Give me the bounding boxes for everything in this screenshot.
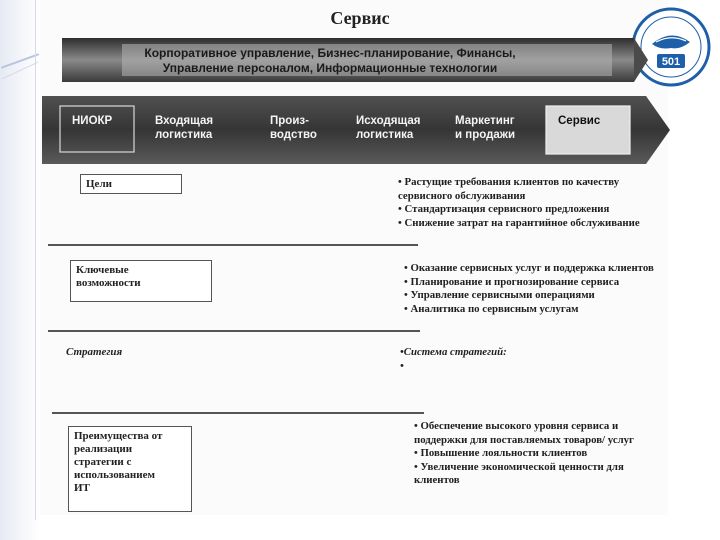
capabilities-bullet: • Планирование и прогнозирование сервиса bbox=[404, 275, 620, 288]
chain-item-service: Сервис bbox=[558, 115, 601, 127]
support-activities-line1: Корпоративное управление, Бизнес-планирование, Финансы, bbox=[144, 46, 516, 60]
section-divider bbox=[48, 244, 418, 246]
chain-item-outbound-logistics: Исходящая логистика bbox=[356, 115, 421, 141]
goals-bullet: • Стандартизация сервисного предложения bbox=[398, 203, 610, 215]
goals-bullet: • Растущие требования клиентов по качеству bbox=[398, 176, 620, 188]
strategy-label: Стратегия bbox=[66, 346, 123, 358]
strategy-bullet: • bbox=[400, 359, 404, 372]
benefits-label-line: ИТ bbox=[74, 482, 90, 494]
benefits-label-line: использованием bbox=[74, 469, 155, 481]
strategy-bullets bbox=[400, 346, 507, 373]
benefits-bullet: клиентов bbox=[414, 474, 460, 486]
capabilities-label bbox=[70, 260, 212, 302]
capabilities-label-line: Ключевые bbox=[76, 264, 129, 276]
chain-item-niokr: НИОКР bbox=[72, 115, 113, 127]
strategy-bullet: •Система стратегий: bbox=[400, 346, 507, 358]
benefits-bullet: • Повышение лояльности клиентов bbox=[414, 447, 588, 459]
benefits-label bbox=[68, 426, 192, 512]
capabilities-label-line: возможности bbox=[76, 277, 141, 289]
section-divider bbox=[48, 330, 420, 332]
chain-item-marketing-sales: Маркетинг и продажи bbox=[455, 115, 516, 141]
capabilities-bullet: • Аналитика по сервисным услугам bbox=[404, 302, 579, 315]
left-decoration bbox=[0, 0, 40, 540]
benefits-bullet: • Увеличение экономической ценности для bbox=[414, 460, 624, 473]
goals-bullet: сервисного обслуживания bbox=[398, 189, 526, 202]
logo-number: 501 bbox=[661, 56, 681, 68]
capabilities-bullet: • Управление сервисными операциями bbox=[404, 289, 595, 301]
left-divider bbox=[35, 0, 36, 520]
goals-label: Цели bbox=[80, 174, 182, 194]
goals-bullets bbox=[398, 176, 640, 230]
benefits-label-line: Преимущества от bbox=[74, 430, 163, 442]
capabilities-bullets bbox=[404, 262, 654, 316]
value-chain bbox=[42, 96, 670, 164]
section-divider bbox=[52, 412, 424, 414]
goals-bullet: • Снижение затрат на гарантийное обслуживание bbox=[398, 216, 640, 229]
benefits-bullet: поддержки для поставляемых товаров/ услуг bbox=[414, 433, 634, 446]
benefits-label-line: стратегии с bbox=[74, 456, 132, 468]
support-activities-text bbox=[70, 46, 590, 76]
benefits-bullet: • Обеспечение высокого уровня сервиса и bbox=[414, 420, 619, 432]
benefits-label-line: реализации bbox=[74, 443, 133, 455]
support-activities-line2: Управление персоналом, Информационные технологии bbox=[162, 61, 498, 75]
benefits-bullets bbox=[414, 420, 634, 488]
chain-item-production: Произ- водство bbox=[270, 115, 317, 141]
chain-item-inbound-logistics: Входящая логистика bbox=[155, 115, 214, 141]
slide-title: Сервис bbox=[330, 8, 390, 28]
capabilities-bullet: • Оказание сервисных услуг и поддержка клиентов bbox=[404, 262, 654, 274]
